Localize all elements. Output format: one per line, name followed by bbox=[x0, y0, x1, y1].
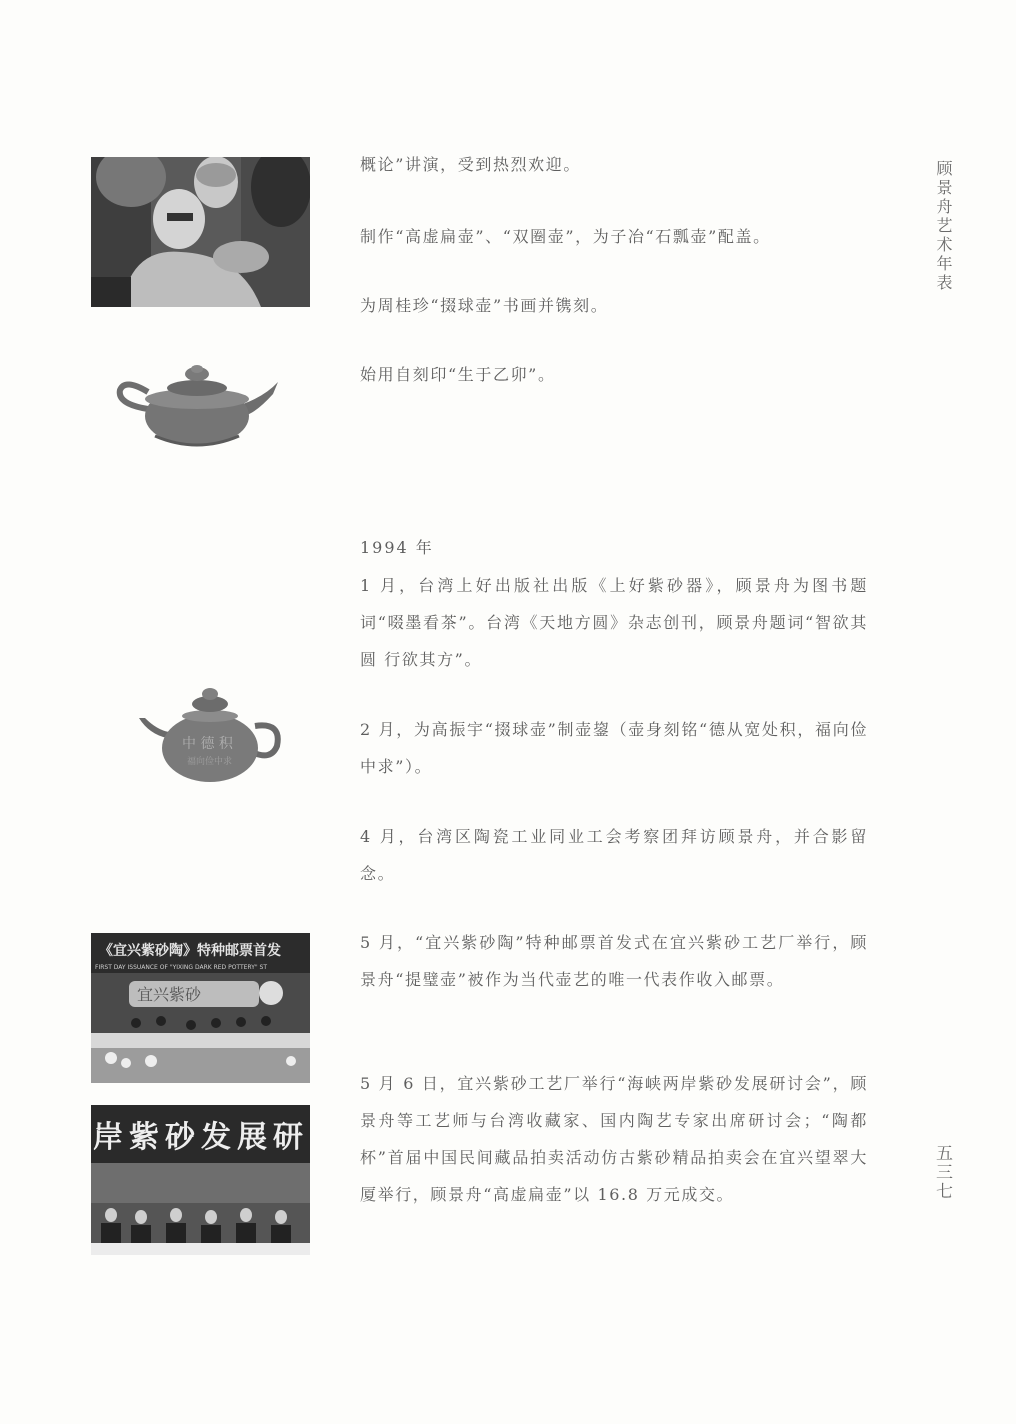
paragraph-seal: 始用自刻印“生于乙卯”。 bbox=[360, 365, 556, 384]
page-number: 五三七 bbox=[932, 1144, 952, 1201]
banner-text: 《宜兴紫砂陶》特种邮票首发 bbox=[99, 943, 281, 959]
paragraph-may-symposium: 5 月 6 日，宜兴紫砂工艺厂举行“海峡两岸紫砂发展研讨会”，顾景舟等工艺师与台湾收藏家、国内陶艺专家出席研讨会；“陶都杯”首届中国民间藏品拍卖活动仿古紫砂精品拍卖会在宜兴望翠大厦举行，顾景舟“高虚扁壶”以 16.8 万元成交。 bbox=[360, 1074, 868, 1204]
paragraph-january: 1 月，台湾上好出版社出版《上好紫砂器》，顾景舟为图书题词“啜墨看茶”。台湾《天地方圆》杂志创刊，顾景舟题词“智欲其圆 行欲其方”。 bbox=[360, 576, 868, 669]
paragraph-february: 2 月，为高振宇“掇球壶”制壶鋆（壶身刻铭“德从宽处积，福向俭中求”）。 bbox=[360, 720, 868, 776]
svg-text:福向俭中求: 福向俭中求 bbox=[187, 757, 233, 767]
paragraph-may-stamp: 5 月，“宜兴紫砂陶”特种邮票首发式在宜兴紫砂工艺厂举行，顾景舟“提璧壶”被作为当代壶艺的唯一代表作收入邮票。 bbox=[360, 933, 868, 989]
stage-sign: 宜兴紫砂 bbox=[137, 985, 202, 1004]
teapot-image-2 bbox=[137, 686, 282, 786]
teapot-image-1 bbox=[115, 364, 280, 449]
svg-text:中 德 积: 中 德 积 bbox=[182, 736, 233, 752]
banner-english: FIRST DAY ISSUANCE OF "YIXING DARK RED POTTERY" ST bbox=[95, 964, 268, 971]
running-title: 顾景舟艺术年表 bbox=[934, 160, 953, 293]
photo-elderly-man bbox=[91, 157, 310, 307]
paragraph-april: 4 月，台湾区陶瓷工业同业工会考察团拜访顾景舟，并合影留念。 bbox=[360, 827, 868, 883]
banner-text: 岸紫砂发展研 bbox=[93, 1120, 309, 1155]
photo-symposium bbox=[91, 1105, 310, 1255]
paragraph-teapots-made: 制作“高虚扁壶”、“双圈壶”，为子冶“石瓢壶”配盖。 bbox=[360, 227, 771, 246]
paragraph-lecture: 概论”讲演，受到热烈欢迎。 bbox=[360, 155, 581, 174]
photo-stamp-ceremony bbox=[91, 933, 310, 1083]
paragraph-calligraphy: 为周桂珍“掇球壶”书画并镌刻。 bbox=[360, 296, 609, 315]
year-heading: 1994 年 bbox=[360, 538, 434, 557]
